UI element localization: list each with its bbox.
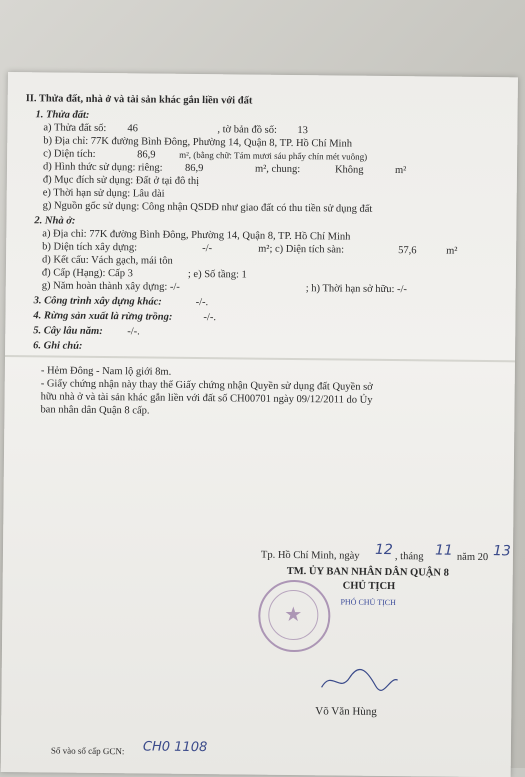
house-ownership-term: ; h) Thời hạn sở hữu: -/- — [305, 283, 407, 296]
land-usage-form: d) Hình thức sử dụng: riêng: — [42, 161, 163, 174]
perennial-heading: 5. Cây lâu năm: — [33, 325, 103, 338]
signing-org: TM. ỦY BAN NHÂN DÂN QUẬN 8 — [286, 565, 449, 579]
land-parcel-number: 46 — [127, 123, 138, 135]
house-grade: đ) Cấp (Hạng): Cấp 3 — [41, 267, 133, 280]
other-works-value: -/-. — [195, 296, 209, 309]
house-build-area-label: b) Diện tích xây dựng: — [42, 241, 138, 254]
land-usage-mid: m², chung: — [254, 163, 301, 176]
section-title: II. Thửa đất, nhà ở và tài sản khác gắn liền với đất — [25, 93, 253, 107]
signing-subtitle: PHÓ CHỦ TỊCH — [340, 597, 396, 608]
house-heading: 2. Nhà ở: — [34, 215, 76, 227]
house-floor-area-unit: m² — [446, 245, 458, 257]
land-usage-shared: Không — [334, 164, 364, 176]
date-month-label: , tháng — [394, 551, 424, 563]
land-term: e) Thời hạn sử dụng: Lâu dài — [42, 187, 165, 200]
land-area-label: c) Diện tích: — [43, 148, 96, 160]
official-seal — [258, 580, 331, 653]
house-address: a) Địa chỉ: 77K đường Bình Đông, Phường 14, Quận 8, TP. Hồ Chí Minh — [42, 228, 351, 243]
land-address: b) Địa chỉ: 77K đường Bình Đông, Phường 14, Quận 8, TP. Hồ Chí Minh — [43, 135, 353, 150]
other-works-heading: 3. Công trình xây dựng khác: — [33, 295, 162, 308]
land-map-number: 13 — [297, 125, 308, 137]
land-usage-unit: m² — [394, 165, 407, 177]
registry-number: CH0 1108 — [142, 739, 208, 756]
signer-name: Võ Văn Hùng — [315, 705, 377, 718]
certificate-page — [1, 72, 518, 777]
paper-fold-line — [5, 355, 515, 362]
land-usage-private: 86,9 — [184, 162, 204, 175]
house-build-area-value: -/- — [202, 243, 213, 255]
land-area-value: 86,9 — [137, 149, 156, 161]
land-parcel-label: a) Thửa đất số: — [43, 122, 107, 135]
signing-title: CHỦ TỊCH — [342, 580, 396, 593]
date-year-label: năm 20 — [456, 551, 489, 564]
date-prefix: Tp. Hồ Chí Minh, ngày — [260, 549, 360, 562]
house-year-built: g) Năm hoàn thành xây dựng: -/- — [41, 280, 180, 293]
date-day: 12 — [374, 541, 393, 559]
land-map-label: , tờ bản đồ số: — [217, 124, 277, 136]
house-floors: ; e) Số tầng: 1 — [187, 268, 247, 281]
land-heading: 1. Thửa đất: — [35, 109, 90, 121]
land-purpose: đ) Mục đích sử dụng: Đất ở tại đô thị — [42, 174, 200, 188]
date-month: 11 — [434, 542, 453, 559]
note-line: - Giấy chứng nhận này thay thế Giấy chứng nhận Quyền sử dụng đất Quyền sở — [40, 378, 373, 393]
notes-heading: 6. Ghi chú: — [33, 340, 83, 352]
seal-star-icon: ★ — [284, 603, 303, 627]
land-area-words: m², (bằng chữ: Tám mươi sáu phẩy chín mét vuông) — [179, 149, 368, 162]
note-line: hữu nhà ở và tài sản khác gắn liền với đất số CH00701 ngày 09/12/2011 do Ủy — [40, 391, 373, 406]
forest-heading: 4. Rừng sản xuất là rừng trồng: — [33, 310, 173, 323]
registry-label: Số vào sổ cấp GCN: — [50, 745, 125, 757]
perennial-value: -/-. — [127, 326, 140, 338]
forest-value: -/-. — [203, 312, 217, 324]
note-line: - Hẻm Đông - Nam lộ giới 8m. — [40, 365, 172, 378]
land-origin: g) Nguồn gốc sử dụng: Công nhận QSDĐ như giao đất có thu tiền sử dụng đất — [42, 200, 373, 215]
house-floor-area-label: m²; c) Diện tích sàn: — [258, 243, 345, 256]
house-structure: d) Kết cấu: Vách gạch, mái tôn — [41, 254, 173, 267]
house-floor-area-value: 57,6 — [398, 245, 417, 257]
handwritten-signature — [319, 665, 399, 696]
date-year: 13 — [492, 543, 511, 560]
note-line: ban nhân dân Quận 8 cấp. — [40, 404, 150, 417]
